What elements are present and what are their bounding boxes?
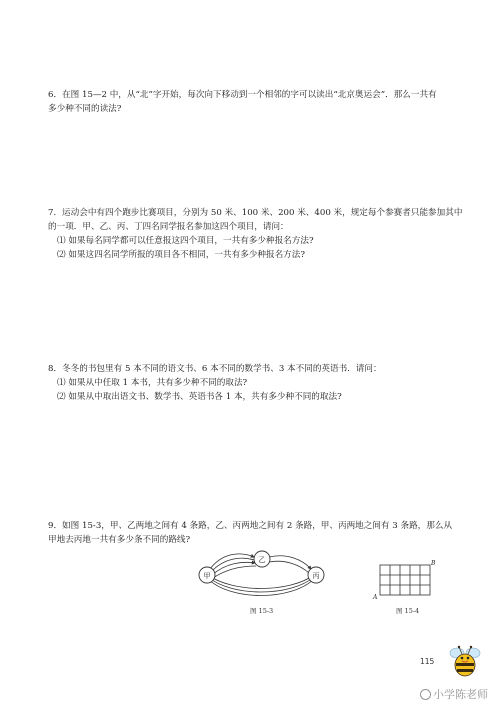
road-jia-bing-1 [208,579,314,596]
question-8-part-1: ⑴ 如果从中任取 1 本书，共有多少种不同的取法? [57,378,248,388]
bee-mascot-icon [448,643,482,679]
grid-point-b: B [431,560,436,567]
node-jia-label: 甲 [203,572,211,580]
question-8 [48,362,470,404]
question-9-line-1: 9．如图 15-3，甲、乙两地之间有 4 条路，乙、丙两地之间有 2 条路，甲、丙两地之间有 3 条路，那么从 [48,521,453,531]
road-jia-bing-3 [208,575,314,589]
question-7 [48,206,470,262]
question-7-line-2: 的一项．甲、乙、丙、丁四名同学报名参加这四个项目，请问： [48,222,289,232]
question-6 [48,88,470,116]
figure-15-3-caption: 图 15-3 [250,607,274,615]
question-9 [48,519,470,547]
node-bing-label: 丙 [312,572,320,580]
watermark-text: 小学陈老师 [433,688,488,701]
question-7-line-1: 7．运动会中有四个跑步比赛项目，分别为 50 米、100 米、200 米、400 米，规定每个参赛者只能参加其中 [48,208,463,218]
road-jia-yi-2 [211,558,254,572]
question-8-line-1: 8．冬冬的书包里有 5 本不同的语文书、6 本不同的数学书、3 本不同的英语书．请问： [48,364,382,374]
node-yi-label: 乙 [258,556,266,564]
figure-15-4-caption: 图 15-4 [396,607,420,615]
figure-15-4-grid [370,560,436,600]
page-number: 115 [420,657,435,666]
question-7-part-1: ⑴ 如果每名同学都可以任意报这四个项目，一共有多少种报名方法? [57,236,314,246]
watermark-logo-icon [420,689,431,700]
question-7-part-2: ⑵ 如果这四名同学所报的项目各不相同，一共有多少种报名方法? [57,250,305,260]
road-jia-yi-4 [213,566,256,578]
road-yi-bing-2 [269,561,309,573]
question-6-line-1: 6．在图 15—2 中，从“北”字开始，每次向下移动到一个相邻的字可以读出“北京奥运会”．那么一共有 [48,90,437,100]
question-6-line-2: 多少种不同的读法? [48,104,122,114]
question-8-part-2: ⑵ 如果从中取出语文书、数学书、英语书各 1 本，共有多少种不同的取法? [57,392,342,402]
question-9-line-2: 甲地去丙地一共有多少条不同的路线? [48,535,191,545]
grid-point-a: A [373,594,378,600]
figure-15-3-road-diagram [196,545,330,600]
road-jia-bing-2 [208,577,314,592]
watermark [420,686,488,702]
road-yi-bing-1 [269,556,311,569]
